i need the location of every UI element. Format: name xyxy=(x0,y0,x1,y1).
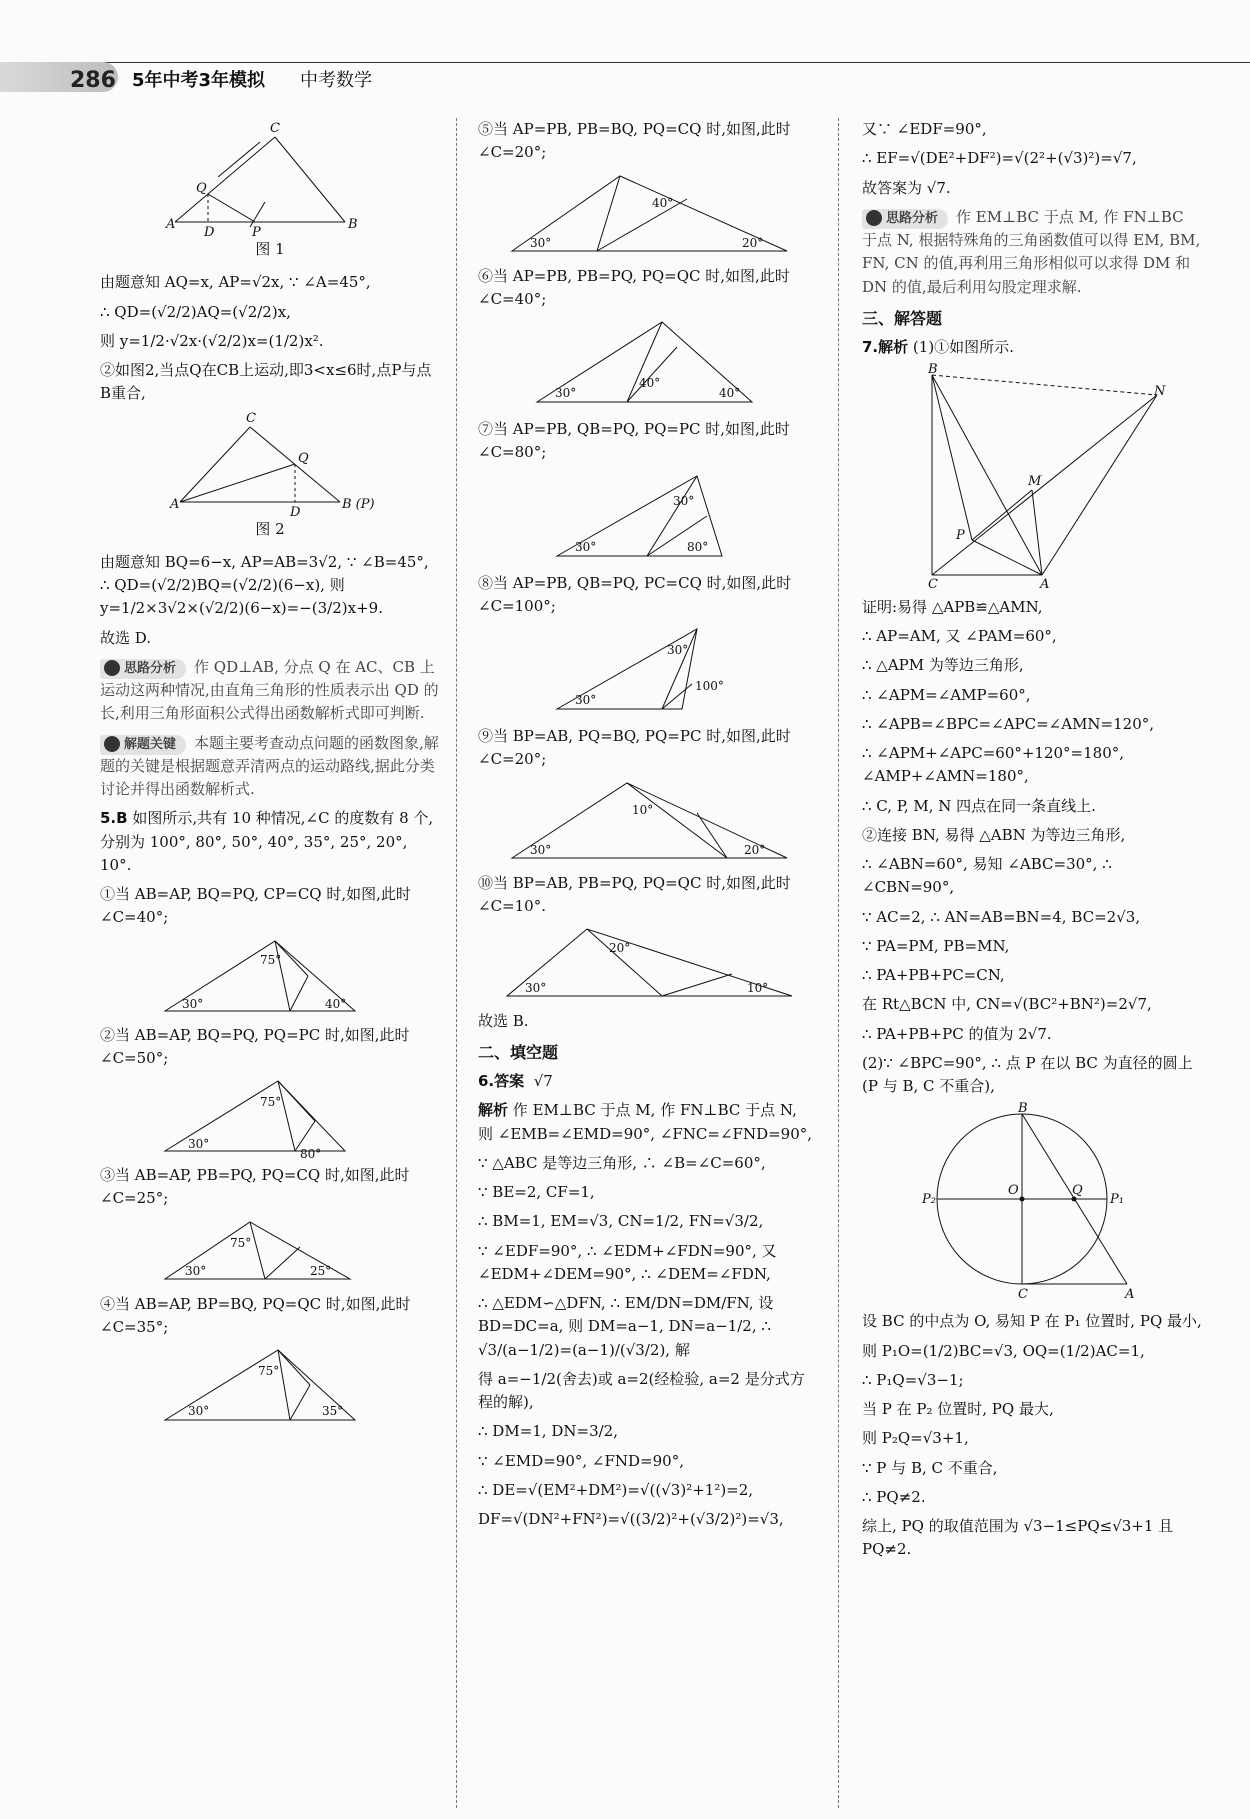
col2-p7: ∴ △EDM∽△DFN, ∴ EM/DN=DM/FN, 设 BD=DC=a, 则 DM=a−1, DN=a−1/2, ∴ √3/(a−1/2)=(a−1)/(√3/2), 解 xyxy=(478,1294,774,1359)
case-6-figure xyxy=(527,317,767,412)
col3-p18: ∴ PA+PB+PC 的值为 2√7. xyxy=(862,1024,1052,1043)
column-divider-2 xyxy=(838,118,839,1808)
fig1-label-p: P xyxy=(252,225,261,240)
svg-text:30°: 30° xyxy=(667,643,689,657)
q5-num: 5.B xyxy=(100,809,128,828)
key-tag: 解题关键 xyxy=(100,735,186,755)
col2-p12: DF=√(DN²+FN²)=√((3/2)²+(√3/2)²)=√3, xyxy=(478,1510,784,1529)
col3-p5: 证明:易得 △APB≌△AMN, xyxy=(862,597,1043,616)
svg-text:100°: 100° xyxy=(695,679,724,693)
svg-text:40°: 40° xyxy=(652,195,674,210)
fig2-label-d: D xyxy=(290,504,301,520)
analysis-tag: 思路分析 xyxy=(100,659,186,679)
case-9-figure xyxy=(502,778,792,866)
case-7-figure xyxy=(547,471,747,566)
col3-p14: ∵ AC=2, ∴ AN=AB=BN=4, BC=2√3, xyxy=(862,907,1141,926)
case-3: ③当 AB=AP, PB=PQ, PQ=CQ 时,如图,此时 ∠C=25°; xyxy=(100,1166,410,1208)
svg-text:80°: 80° xyxy=(300,1147,322,1161)
col3-p15: ∵ PA=PM, PB=MN, xyxy=(862,936,1010,955)
figure-8 xyxy=(922,1101,1142,1304)
col2-p11: ∴ DE=√(EM²+DM²)=√((√3)²+1²)=2, xyxy=(478,1480,754,1499)
svg-text:30°: 30° xyxy=(673,493,695,508)
col3-p1: 又∵ ∠EDF=90°, xyxy=(862,120,987,138)
col2-p5: ∴ BM=1, EM=√3, CN=1/2, FN=√3/2, xyxy=(478,1212,764,1231)
fig8-label-p2: P₂ xyxy=(922,1192,936,1208)
column-2 xyxy=(478,118,816,1537)
svg-text:30°: 30° xyxy=(575,539,597,554)
fig2-label-c: C xyxy=(246,410,256,426)
case-4: ④当 AB=AP, BP=BQ, PQ=QC 时,如图,此时 ∠C=35°; xyxy=(100,1294,411,1336)
col2-p2: 解析 作 EM⊥BC 于点 M, 作 FN⊥BC 于点 N, 则 ∠EMB=∠EMD=90°, ∠FNC=∠FND=90°, xyxy=(478,1101,813,1143)
col3-p17: 在 Rt△BCN 中, CN=√(BC²+BN²)=2√7, xyxy=(862,995,1152,1014)
col3-p24: 则 P₂Q=√3+1, xyxy=(862,1429,969,1448)
svg-text:75°: 75° xyxy=(260,952,282,967)
fig8-label-a: A xyxy=(1125,1287,1135,1303)
col2-p3: ∵ △ABC 是等边三角形, ∴ ∠B=∠C=60°, xyxy=(478,1153,766,1172)
col1-analysis: 思路分析 作 QD⊥AB, 分点 Q 在 AC、CB 上运动这两种情况,由直角三角形的性质表示出 QD 的长,利用三角形面积公式得出函数解析式即可判断. xyxy=(100,657,439,723)
col3-p22: ∴ P₁Q=√3−1; xyxy=(862,1370,964,1389)
svg-text:75°: 75° xyxy=(258,1364,280,1378)
col3-p6: ∴ AP=AM, 又 ∠PAM=60°, xyxy=(862,627,1057,646)
svg-text:20°: 20° xyxy=(609,941,631,955)
case-1: ①当 AB=AP, BQ=PQ, CP=CQ 时,如图,此时 ∠C=40°; xyxy=(100,885,411,927)
case-10: ⑩当 BP=AB, PB=PQ, PQ=QC 时,如图,此时 ∠C=10°. xyxy=(478,873,791,915)
col3-p3: 故答案为 √7. xyxy=(862,178,951,197)
fig8-label-q: Q xyxy=(1072,1183,1083,1199)
col1-p4: ②如图2,当点Q在CB上运动,即3<x≤6时,点P与点B重合, xyxy=(100,361,432,403)
col3-p21: 则 P₁O=(1/2)BC=√3, OQ=(1/2)AC=1, xyxy=(862,1341,1145,1360)
svg-text:30°: 30° xyxy=(530,842,552,857)
col2-p8: 得 a=−1/2(舍去)或 a=2(经检验, a=2 是分式方程的解), xyxy=(478,1369,805,1412)
case-10-figure xyxy=(497,924,797,1004)
fig1-label-a: A xyxy=(166,217,176,232)
page-header xyxy=(0,40,1250,100)
col2-p4: ∵ BE=2, CF=1, xyxy=(478,1183,595,1202)
case-7: ⑦当 AP=PB, QB=PQ, PQ=PC 时,如图,此时 ∠C=80°; xyxy=(478,420,790,462)
col3-p9: ∴ ∠APB=∠BPC=∠APC=∠AMN=120°, xyxy=(862,714,1155,733)
col3-p19: (2)∵ ∠BPC=90°, ∴ 点 P 在以 BC 为直径的圆上(P 与 B, C 不重合), xyxy=(862,1053,1193,1096)
svg-text:10°: 10° xyxy=(632,802,654,817)
case-3-figure xyxy=(160,1217,380,1287)
fig2-label-b: B (P) xyxy=(342,496,375,512)
fig1-label-d: D xyxy=(204,225,215,240)
fig7-label-p: P xyxy=(956,527,965,543)
case-9: ⑨当 BP=AB, PQ=BQ, PQ=PC 时,如图,此时 ∠C=20°; xyxy=(478,727,791,769)
fig1-line xyxy=(250,202,265,227)
case-8: ⑧当 AP=PB, QB=PQ, PC=CQ 时,如图,此时 ∠C=100°; xyxy=(478,573,792,615)
figure-2-caption: 图 2 xyxy=(255,519,285,538)
fig8-label-p1: P₁ xyxy=(1110,1192,1124,1208)
svg-text:75°: 75° xyxy=(260,1095,282,1109)
col3-p16: ∴ PA+PB+PC=CN, xyxy=(862,966,1005,985)
analysis-tag-2: 思路分析 xyxy=(862,209,948,229)
fig7-label-a: A xyxy=(1040,576,1050,592)
col3-p20: 设 BC 的中点为 O, 易知 P 在 P₁ 位置时, PQ 最小, xyxy=(862,1312,1202,1331)
svg-text:30°: 30° xyxy=(188,1137,210,1151)
svg-text:35°: 35° xyxy=(322,1404,344,1418)
svg-text:80°: 80° xyxy=(687,539,709,554)
col2-p10: ∵ ∠EMD=90°, ∠FND=90°, xyxy=(478,1451,684,1470)
col3-p23: 当 P 在 P₂ 位置时, PQ 最大, xyxy=(862,1400,1054,1419)
q6-answer: 6.答案 √7 xyxy=(478,1072,553,1091)
col3-analysis: 思路分析 作 EM⊥BC 于点 M, 作 FN⊥BC 于点 N, 根据特殊角的三角函数值可以得 EM, BM, FN, CN 的值,再利用三角形相似可以求得 DM 和 DN 的值,最后利用勾股定理求解. xyxy=(862,207,1201,296)
col3-p7: ∴ △APM 为等边三角形, xyxy=(862,656,1024,675)
col2-p9: ∴ DM=1, DN=3/2, xyxy=(478,1422,618,1441)
column-3 xyxy=(862,118,1202,1568)
case-2-figure xyxy=(160,1076,380,1161)
col3-p11: ∴ C, P, M, N 四点在同一条直线上. xyxy=(862,796,1096,815)
q5: 5.B 如图所示,共有 10 种情况,∠C 的度数有 8 个,分别为 100°, 80°, 50°, 40°, 35°, 25°, 20°, 10°. xyxy=(100,809,434,874)
col3-p12: ②连接 BN, 易得 △ABN 为等边三角形, xyxy=(862,825,1126,844)
svg-text:75°: 75° xyxy=(230,1235,252,1250)
fig7-label-c: C xyxy=(928,576,938,592)
fig8-label-c: C xyxy=(1018,1287,1028,1303)
svg-text:30°: 30° xyxy=(182,996,204,1011)
svg-text:30°: 30° xyxy=(525,981,547,995)
col3-p27: 综上, PQ 的取值范围为 √3−1≤PQ≤√3+1 且 PQ≠2. xyxy=(862,1517,1174,1559)
column-divider-1 xyxy=(456,118,457,1808)
fig7-label-b: B xyxy=(928,361,938,377)
case-5-figure xyxy=(502,171,792,259)
col2-p1: 故选 B. xyxy=(478,1012,529,1030)
col3-p25: ∵ P 与 B, C 不重合, xyxy=(862,1458,998,1477)
svg-text:20°: 20° xyxy=(744,842,766,857)
figure-7 xyxy=(892,361,1172,592)
col1-p2: ∴ QD=(√2/2)AQ=(√2/2)x, xyxy=(100,302,291,321)
fig1-label-b: B xyxy=(348,217,358,232)
lightbulb-icon xyxy=(866,210,882,226)
fig7-label-n: N xyxy=(1154,383,1166,399)
svg-text:20°: 20° xyxy=(742,235,764,250)
column-1 xyxy=(100,118,440,1433)
section-fill-blank: 二、填空题 xyxy=(478,1043,559,1063)
col3-p10: ∴ ∠APM+∠APC=60°+120°=180°, ∠AMP+∠AMN=180°, xyxy=(862,744,1125,786)
col1-p5: 由题意知 BQ=6−x, AP=AB=3√2, ∵ ∠B=45°, ∴ QD=(√2/2)BQ=(√2/2)(6−x), 则 y=1/2×3√2×(√2/2)(6−x)=−(3/2)x+9. xyxy=(100,552,429,618)
section-solutions: 三、解答题 xyxy=(862,308,943,328)
col3-p26: ∴ PQ≠2. xyxy=(862,1487,926,1506)
svg-text:30°: 30° xyxy=(185,1263,207,1278)
figure-1-caption: 图 1 xyxy=(255,240,285,258)
svg-text:40°: 40° xyxy=(639,376,661,390)
svg-text:25°: 25° xyxy=(310,1263,332,1278)
fig2-label-q: Q xyxy=(298,450,309,466)
figure-2 xyxy=(170,410,375,520)
svg-text:30°: 30° xyxy=(575,693,597,707)
svg-text:40°: 40° xyxy=(719,386,741,400)
book-title: 5年中考3年模拟 xyxy=(132,70,266,91)
svg-text:30°: 30° xyxy=(530,235,552,250)
svg-text:30°: 30° xyxy=(188,1404,210,1418)
case-6: ⑥当 AP=PB, PB=PQ, PQ=QC 时,如图,此时 ∠C=40°; xyxy=(478,266,790,308)
col1-p1: 由题意知 AQ=x, AP=√2x, ∵ ∠A=45°, xyxy=(100,273,371,292)
header-rule xyxy=(0,62,1250,63)
fig1-label-c: C xyxy=(270,121,280,136)
col3-p2: ∴ EF=√(DE²+DF²)=√(2²+(√3)²)=√7, xyxy=(862,149,1137,168)
svg-text:40°: 40° xyxy=(325,996,347,1011)
q7-intro: 7.解析 (1)①如图所示. xyxy=(862,337,1014,356)
case-5: ⑤当 AP=PB, PB=BQ, PQ=CQ 时,如图,此时 ∠C=20°; xyxy=(478,120,791,162)
case-1-figure xyxy=(160,936,380,1018)
key-icon xyxy=(104,736,120,752)
col3-p8: ∴ ∠APM=∠AMP=60°, xyxy=(862,685,1031,704)
case-2: ②当 AB=AP, BQ=PQ, PQ=PC 时,如图,此时 ∠C=50°; xyxy=(100,1025,410,1067)
col1-p3: 则 y=1/2·√2x·(√2/2)x=(1/2)x². xyxy=(100,331,324,350)
svg-text:30°: 30° xyxy=(555,386,577,400)
fig8-label-o: O xyxy=(1008,1183,1019,1199)
case-4-figure xyxy=(160,1345,380,1427)
svg-text:10°: 10° xyxy=(747,981,769,995)
lightbulb-icon xyxy=(104,660,120,676)
col1-key: 解题关键 本题主要考查动点问题的函数图象,解题的关键是根据题意弄清两点的运动路线,据此分类讨论并得出函数解析式. xyxy=(100,733,439,798)
book-subject: 中考数学 xyxy=(300,70,372,91)
col3-p13: ∴ ∠ABN=60°, 易知 ∠ABC=30°, ∴ ∠CBN=90°, xyxy=(862,855,1112,897)
fig7-label-m: M xyxy=(1028,473,1042,489)
fig1-label-q: Q xyxy=(196,181,207,196)
col1-p6: 故选 D. xyxy=(100,628,152,647)
col2-p6: ∵ ∠EDF=90°, ∴ ∠EDM+∠FDN=90°, 又 ∠EDM+∠DEM=90°, ∴ ∠DEM=∠FDN, xyxy=(478,1241,777,1283)
fig2-label-a: A xyxy=(170,496,180,512)
page-number: 286 xyxy=(70,68,116,93)
case-8-figure xyxy=(547,624,747,719)
figure-1 xyxy=(166,121,370,240)
fig8-label-b: B xyxy=(1018,1101,1028,1117)
